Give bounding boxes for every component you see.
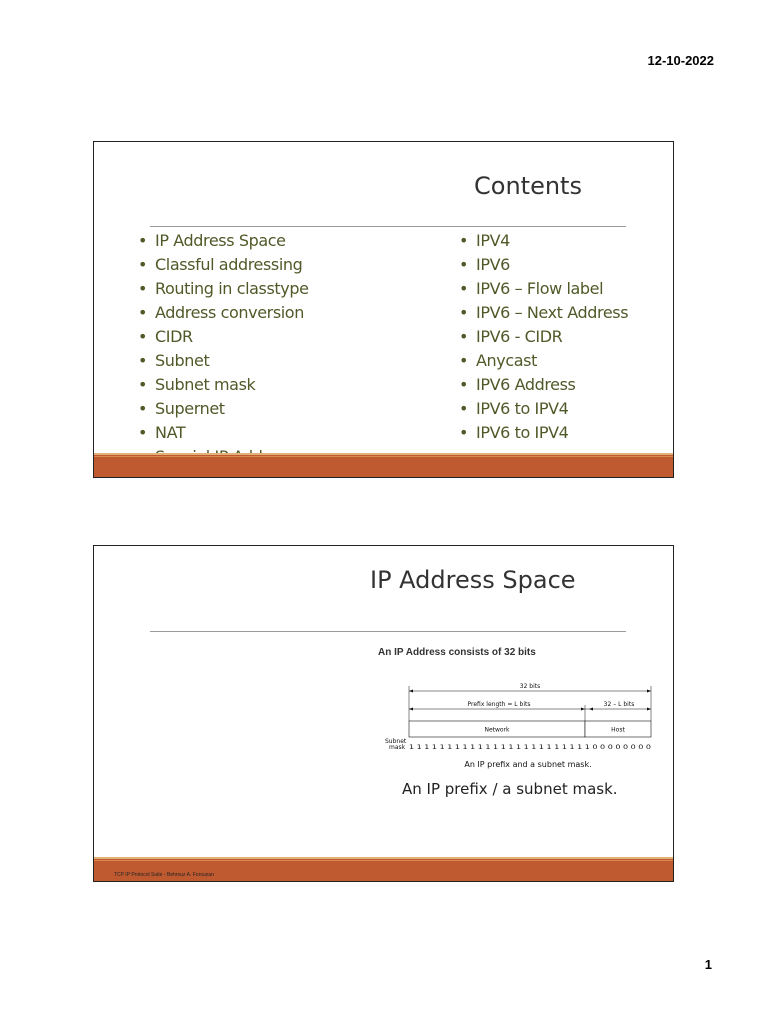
- list-item: • Address conversion: [138, 301, 309, 325]
- host-label: Host: [611, 726, 625, 734]
- bullet-icon: •: [138, 303, 148, 322]
- figure-heading: An IP Address consists of 32 bits: [378, 647, 536, 658]
- slide-footer-band: [94, 453, 673, 477]
- list-item: • Subnet: [138, 349, 309, 373]
- list-item: • Subnet mask: [138, 373, 309, 397]
- host-bits-label: 32 – L bits: [603, 701, 635, 708]
- list-item: • NAT: [138, 421, 309, 445]
- bullet-icon: •: [459, 303, 469, 322]
- list-item: • IPV6 – Flow label: [459, 277, 628, 301]
- slide-ip-address-space: [93, 545, 674, 882]
- slide-footer-text: TCP IP Protocol Suite - Behrouz A. Forouzan: [114, 872, 214, 878]
- bullet-icon: •: [459, 375, 469, 394]
- list-item: • IPV6 – Next Address: [459, 301, 628, 325]
- bullet-icon: •: [459, 423, 469, 442]
- bullet-icon: •: [138, 351, 148, 370]
- title-divider: [150, 631, 626, 632]
- list-item: • Routing in classtype: [138, 277, 309, 301]
- slide-footer-band: [94, 857, 673, 881]
- subnet-mask-label: Subnet: [385, 738, 407, 745]
- list-item: • IPV6 Address: [459, 373, 628, 397]
- bullet-icon: •: [138, 255, 148, 274]
- network-label: Network: [484, 726, 510, 734]
- caption-large: An IP prefix / a subnet mask.: [402, 780, 618, 798]
- slide-title: Contents: [474, 172, 582, 200]
- bullet-icon: •: [459, 231, 469, 250]
- footer-accent-line-thin: [94, 456, 673, 457]
- title-divider: [150, 226, 626, 227]
- footer-accent-line-thin: [94, 860, 673, 861]
- bullet-icon: •: [459, 399, 469, 418]
- arrow-head-right-icon: [647, 690, 651, 693]
- bullet-icon: •: [138, 423, 148, 442]
- slide-title: IP Address Space: [370, 566, 576, 594]
- contents-list-left: [138, 229, 309, 469]
- list-item: • IPV6 to IPV4: [459, 397, 628, 421]
- page-number: 1: [704, 957, 712, 972]
- list-item: • Anycast: [459, 349, 628, 373]
- bullet-icon: •: [459, 255, 469, 274]
- total-bits-label: 32 bits: [519, 683, 541, 690]
- list-item: • Classful addressing: [138, 253, 309, 277]
- bullet-icon: •: [138, 399, 148, 418]
- page-date: 12-10-2022: [647, 53, 714, 68]
- list-item: • IPV6: [459, 253, 628, 277]
- subnet-mask-bits: 1 1 1 1 1 1 1 1 1 1 1 1 1 1 1 1 1 1 1 1 1 1 1 1 0 0 0 0 0 0 0 0: [409, 744, 652, 751]
- figure-caption: An IP prefix and a subnet mask.: [464, 760, 592, 769]
- bullet-icon: •: [138, 279, 148, 298]
- bullet-icon: •: [459, 351, 469, 370]
- subnet-mask-label-2: mask: [389, 744, 406, 751]
- bullet-icon: •: [138, 375, 148, 394]
- list-item: • CIDR: [138, 325, 309, 349]
- list-item: • IPV6 - CIDR: [459, 325, 628, 349]
- footer-accent-line: [94, 453, 673, 455]
- list-item: • IPV6 to IPV4: [459, 421, 628, 445]
- bullet-icon: •: [138, 327, 148, 346]
- arrow-head-left-icon: [409, 690, 413, 693]
- list-item: • IPV4: [459, 229, 628, 253]
- contents-list-right: [459, 229, 628, 445]
- slide-contents: [93, 141, 674, 478]
- bullet-icon: •: [459, 327, 469, 346]
- footer-accent-line: [94, 857, 673, 859]
- bullet-icon: •: [459, 279, 469, 298]
- bullet-icon: •: [138, 231, 148, 250]
- ip-prefix-diagram: [382, 679, 652, 779]
- list-item: • Supernet: [138, 397, 309, 421]
- list-item: • IP Address Space: [138, 229, 309, 253]
- prefix-length-label: Prefix length = L bits: [467, 701, 531, 708]
